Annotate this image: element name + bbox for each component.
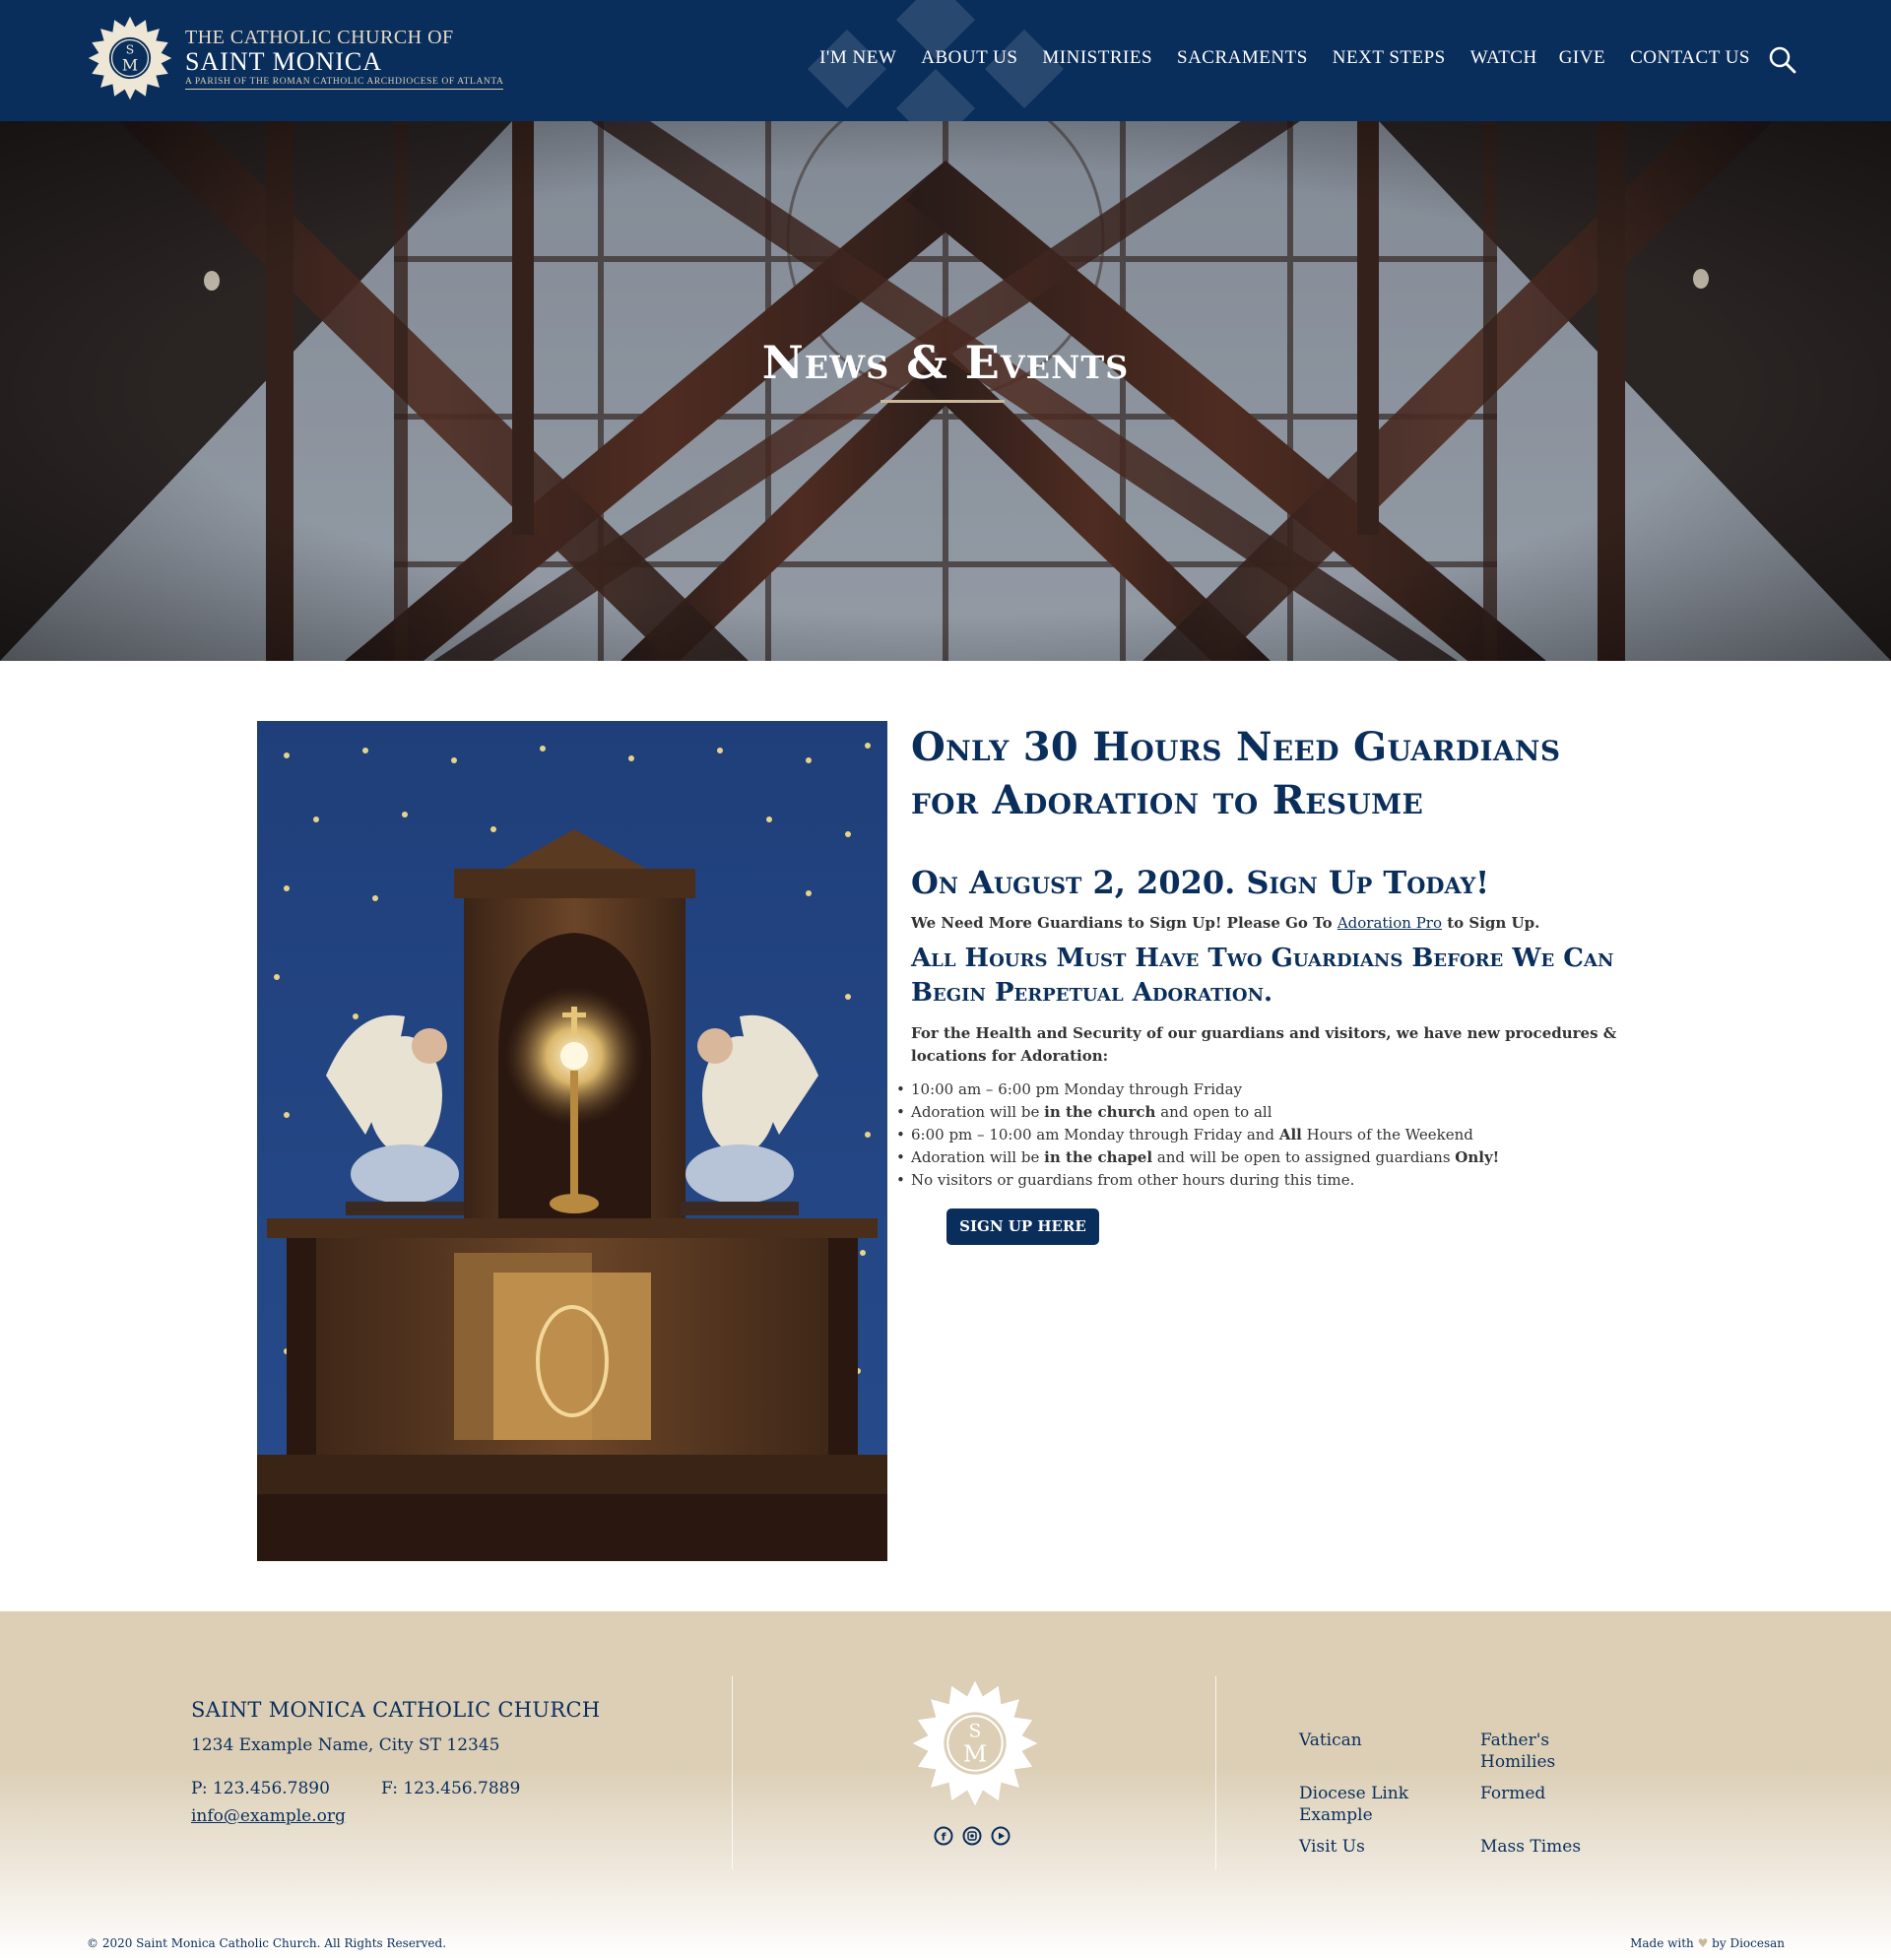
hero-background-image	[0, 121, 1891, 661]
copyright-text: © 2020 Saint Monica Catholic Church. All Rights Reserved.	[87, 1936, 447, 1950]
footer-divider	[732, 1676, 733, 1869]
footer-link-vatican[interactable]: Vatican	[1299, 1731, 1362, 1750]
list-item	[911, 1146, 1640, 1169]
procedures-list	[911, 1078, 1640, 1192]
nav-item-im-new[interactable]: I'M NEW	[819, 47, 897, 68]
footer-link-mass-times[interactable]: Mass Times	[1480, 1837, 1582, 1857]
article-subtitle: On August 2, 2020. Sign Up Today!	[911, 864, 1490, 901]
made-with-before: Made with	[1630, 1936, 1698, 1950]
footer-email-link[interactable]: info@example.org	[191, 1806, 346, 1826]
list-item	[911, 1124, 1640, 1146]
sign-up-button[interactable]: SIGN UP HERE	[946, 1209, 1099, 1245]
footer-link-formed[interactable]: Formed	[1480, 1784, 1546, 1803]
list-item-text: and open to all	[1155, 1103, 1272, 1121]
svg-text:S: S	[968, 1721, 982, 1742]
nav-item-next-steps[interactable]: NEXT STEPS	[1332, 47, 1446, 68]
logo-line1: THE CATHOLIC CHURCH OF	[185, 27, 454, 48]
youtube-icon[interactable]	[991, 1826, 1011, 1846]
intro-before: We Need More Guardians to Sign Up! Please Go To	[911, 914, 1337, 932]
list-item-text: No visitors or guardians from other hours during this time.	[911, 1171, 1355, 1189]
svg-text:M: M	[121, 55, 139, 75]
heart-icon: ♥	[1697, 1936, 1709, 1950]
facebook-icon[interactable]	[934, 1826, 953, 1846]
list-item-text: and will be open to assigned guardians	[1152, 1148, 1456, 1166]
nav-item-sacraments[interactable]: SACRAMENTS	[1177, 47, 1308, 68]
list-item-text: 6:00 pm – 10:00 am Monday through Friday and	[911, 1126, 1279, 1143]
nav-item-ministries[interactable]: MINISTRIES	[1042, 47, 1153, 68]
health-paragraph: For the Health and Security of our guardians and visitors, we have new procedures & locations for Adoration:	[911, 1024, 1617, 1065]
list-item	[911, 1169, 1640, 1192]
search-icon[interactable]	[1769, 46, 1796, 74]
footer-link-visit-us[interactable]: Visit Us	[1299, 1837, 1365, 1857]
logo-text	[185, 27, 503, 90]
footer-divider	[1215, 1676, 1216, 1869]
list-item-bold: in the church	[1044, 1103, 1156, 1121]
list-item-bold: Only!	[1455, 1148, 1500, 1166]
footer-church-name: SAINT MONICA CATHOLIC CHURCH	[191, 1698, 601, 1722]
list-item-bold: All	[1278, 1126, 1302, 1143]
footer-link-diocese[interactable]: Diocese Link Example	[1299, 1784, 1409, 1825]
list-item-text: 10:00 am – 6:00 pm Monday through Friday	[911, 1080, 1243, 1098]
guardians-heading: All Hours Must Have Two Guardians Before We Can Begin Perpetual Adoration.	[911, 944, 1614, 1008]
made-with-credit	[1630, 1936, 1785, 1950]
page-title: News & Events	[761, 336, 1130, 389]
list-item-text: Adoration will be	[911, 1103, 1045, 1121]
nav-item-give[interactable]: GIVE	[1558, 47, 1606, 68]
footer-link-fathers-homilies[interactable]: Father's Homilies	[1480, 1731, 1556, 1772]
footer-links	[1299, 1730, 1638, 1858]
article-content	[911, 721, 1640, 1235]
footer-address: 1234 Example Name, City ST 12345	[191, 1735, 500, 1755]
footer-contact	[191, 1698, 600, 1826]
logo-line3: A PARISH OF THE ROMAN CATHOLIC ARCHDIOCESE OF ATLANTA	[185, 77, 503, 90]
svg-text:f: f	[941, 1830, 946, 1844]
article-title: Only 30 Hours Need Guardians for Adoration to Resume	[911, 724, 1561, 823]
logo-line2: SAINT MONICA	[185, 47, 383, 76]
list-item	[911, 1078, 1640, 1101]
adoration-pro-link[interactable]: Adoration Pro	[1337, 914, 1442, 932]
site-footer	[0, 1611, 1891, 1960]
made-with-after[interactable]: by Diocesan	[1708, 1936, 1785, 1950]
nav-item-about-us[interactable]: ABOUT US	[921, 47, 1018, 68]
hero-banner	[0, 121, 1891, 661]
list-item-bold: in the chapel	[1044, 1148, 1153, 1166]
list-item-text: Hours of the Weekend	[1301, 1126, 1473, 1143]
list-item	[911, 1101, 1640, 1124]
site-logo[interactable]	[87, 15, 503, 101]
social-icons	[934, 1826, 1019, 1846]
intro-after: to Sign Up.	[1442, 914, 1540, 932]
footer-phone-row	[191, 1779, 600, 1798]
instagram-icon[interactable]	[962, 1826, 982, 1846]
nav-item-watch[interactable]: WATCH	[1469, 47, 1537, 68]
svg-text:M: M	[962, 1739, 988, 1768]
adoration-altar-image	[257, 721, 887, 1561]
svg-text:S: S	[125, 42, 135, 57]
seal-icon	[910, 1678, 1040, 1808]
footer-phone: P: 123.456.7890	[191, 1779, 330, 1798]
title-divider	[880, 400, 1005, 403]
nav-item-contact-us[interactable]: CONTACT US	[1630, 47, 1750, 68]
footer-fax: F: 123.456.7889	[381, 1779, 521, 1798]
seal-icon	[87, 15, 173, 101]
intro-paragraph	[911, 912, 1640, 934]
site-header	[0, 0, 1891, 121]
list-item-text: Adoration will be	[911, 1148, 1045, 1166]
main-nav	[819, 47, 1750, 69]
